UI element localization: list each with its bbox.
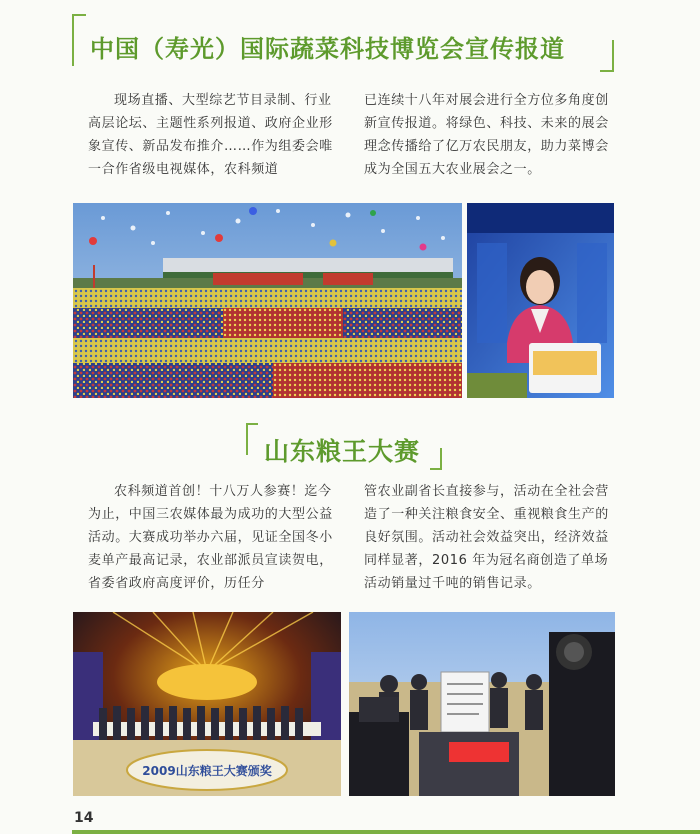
section2-text-right: 管农业副省长直接参与，活动在全社会营造了一种关注粮食安全、重视粮食生产的良好氛围。活动社会效益突出，经济效益同样显著，2016 年为冠名商创造了单场活动销量过千吨的销售记录。 [364, 484, 609, 591]
section1-text-left: 现场直播、大型综艺节目录制、行业高层论坛、主题性系列报道、政府企业形象宣传、新品发布推介……作为组委会唯一合作省级电视媒体，农科频道 [88, 93, 333, 177]
page-number: 14 [74, 810, 94, 826]
stage-floor-text: 2009山东粮王大赛颁奖 [142, 764, 272, 778]
title-bracket-bottomright [600, 40, 614, 72]
section2-title: 山东粮王大赛 [264, 437, 421, 466]
crowd-at-expo-photo [73, 203, 462, 398]
field-interview-photo [349, 612, 615, 796]
section1-text-right: 已连续十八年对展会进行全方位多角度创新宣传报道。将绿色、科技、未来的展会理念传播给了亿万农民朋友，助力菜博会成为全国五大农业展会之一。 [364, 93, 609, 177]
news-anchor-photo [467, 203, 614, 398]
section1-title: 中国（寿光）国际蔬菜科技博览会宣传报道 [90, 34, 565, 63]
stage-award-ceremony-photo [73, 612, 341, 796]
title-bracket-topleft [72, 14, 86, 66]
page-footer-bar [72, 830, 700, 834]
section2-text-left: 农科频道首创！十八万人参赛！迄今为止，中国三农媒体最为成功的大型公益活动。大赛成功举办六届，见证全国冬小麦单产最高记录，农业部派员宣读贺电，省委省政府高度评价，历任分 [88, 484, 333, 591]
title-bracket-topleft [246, 423, 258, 455]
title-bracket-bottomright [430, 448, 442, 470]
